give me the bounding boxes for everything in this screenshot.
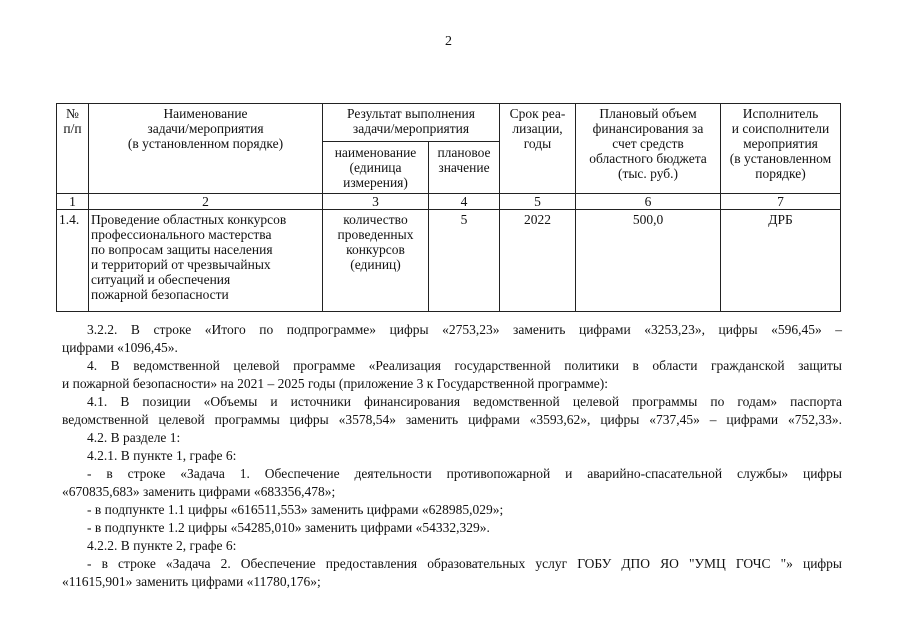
paragraph-4-1-line2: ведомственной целевой программы цифры «3578,54» заменить цифрами «3593,62», цифры «737,45» – цифрами «752,33». (62, 412, 842, 427)
paragraph-4-line2: и пожарной безопасности» на 2021 – 2025 годы (приложение 3 к Государственной программе): (62, 376, 609, 391)
row-number: 1.4. (57, 210, 89, 312)
column-number: 5 (500, 194, 576, 210)
paragraph-task2-line1: - в строке «Задача 2. Обеспечение предоставления образовательных услуг ГОБУ ДПО ЯО "УМЦ ГОЧС "» цифры (87, 556, 842, 571)
header-executor: Исполнитель и соисполнители мероприятия (в установленном порядке) (721, 104, 841, 194)
column-number: 2 (89, 194, 323, 210)
header-number: № п/п (57, 104, 89, 194)
column-number: 6 (576, 194, 721, 210)
row-indicator: количество проведенных конкурсов (единиц) (323, 210, 429, 312)
paragraph-subitem-1-1: - в подпункте 1.1 цифры «616511,553» заменить цифрами «628985,029»; (87, 502, 504, 517)
paragraph-task1-line2: «670835,683» заменить цифрами «683356,478»; (62, 484, 336, 499)
column-number: 3 (323, 194, 429, 210)
row-year: 2022 (500, 210, 576, 312)
paragraph-4-2: 4.2. В разделе 1: (87, 430, 181, 445)
paragraph-task1-line1: - в строке «Задача 1. Обеспечение деятельности противопожарной и аварийно-спасательной службы» цифры (87, 466, 842, 481)
row-executor: ДРБ (721, 210, 841, 312)
header-indicator-name: наименование (единица измерения) (323, 142, 429, 194)
row-task-name: Проведение областных конкурсов профессионального мастерства по вопросам защиты населения и территорий от чрезвычайных ситуаций и обеспечения пожарной безопасности (89, 210, 323, 312)
header-planned-value: плановое значение (429, 142, 500, 194)
paragraph-4-line1: 4. В ведомственной целевой программе «Реализация государственной политики в области гражданской защиты (87, 358, 842, 373)
paragraph-3-2-2-line2: цифрами «1096,45». (62, 340, 178, 355)
paragraph-4-2-2: 4.2.2. В пункте 2, графе 6: (87, 538, 237, 553)
header-result-group: Результат выполнения задачи/мероприятия (323, 104, 500, 142)
header-term: Срок реа- лизации, годы (500, 104, 576, 194)
table-row (57, 210, 841, 312)
paragraph-subitem-1-2: - в подпункте 1.2 цифры «54285,010» заменить цифрами «54332,329». (87, 520, 490, 535)
column-number: 1 (57, 194, 89, 210)
page-number: 2 (445, 34, 452, 49)
column-numbering-row (57, 194, 841, 210)
column-number: 7 (721, 194, 841, 210)
paragraph-3-2-2-line1: 3.2.2. В строке «Итого по подпрограмме» цифры «2753,23» заменить цифрами «3253,23», цифры «596,45» – (87, 322, 842, 337)
row-planned-value: 5 (429, 210, 500, 312)
column-number: 4 (429, 194, 500, 210)
header-task-name: Наименование задачи/мероприятия (в установленном порядке) (89, 104, 323, 194)
header-funding: Плановый объем финансирования за счет средств областного бюджета (тыс. руб.) (576, 104, 721, 194)
paragraph-4-1-line1: 4.1. В позиции «Объемы и источники финансирования ведомственной целевой программы по годам» паспорта (87, 394, 842, 409)
row-funding: 500,0 (576, 210, 721, 312)
paragraph-task2-line2: «11615,901» заменить цифрами «11780,176»; (62, 574, 321, 589)
paragraph-4-2-1: 4.2.1. В пункте 1, графе 6: (87, 448, 237, 463)
program-table (56, 103, 841, 312)
